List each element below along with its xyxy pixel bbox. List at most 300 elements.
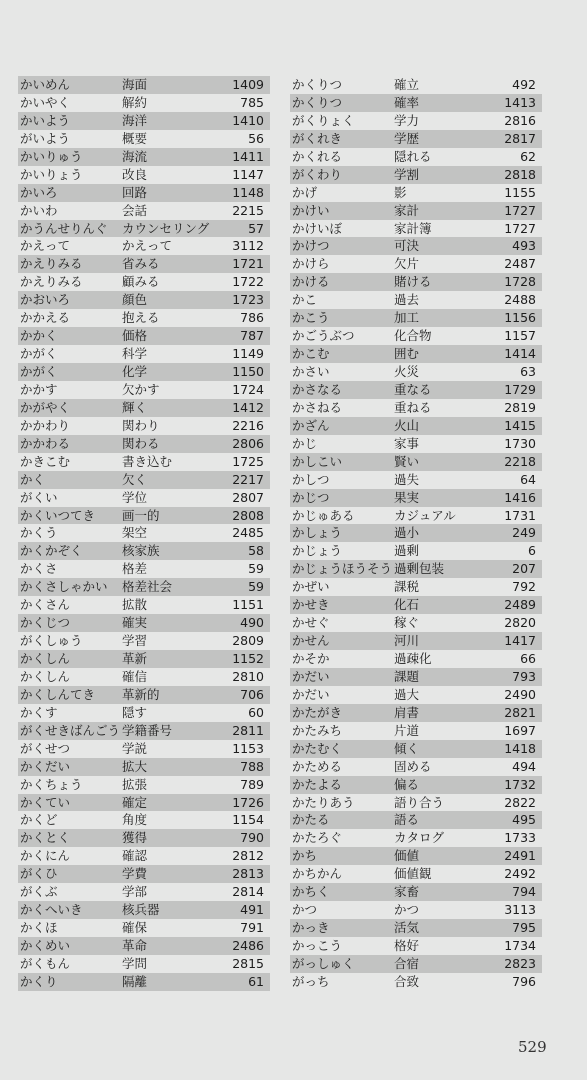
index-entry [18, 524, 270, 542]
entry-number: 2810 [232, 668, 264, 684]
entry-word: 合宿 [394, 955, 420, 971]
entry-word: 抱える [122, 310, 160, 326]
index-entry [290, 220, 542, 238]
entry-reading: かたみち [292, 722, 343, 738]
entry-word: 関わり [122, 417, 160, 433]
entry-word: 家畜 [394, 884, 420, 900]
entry-number: 2485 [232, 525, 264, 541]
entry-number: 1148 [232, 184, 264, 200]
entry-number: 249 [512, 525, 536, 541]
index-entry [290, 686, 542, 704]
entry-reading: がくもん [20, 955, 71, 971]
entry-number: 1152 [232, 651, 264, 666]
entry-reading: かけら [292, 256, 330, 272]
entry-reading: かくさしゃかい [20, 579, 108, 595]
entry-word: 海面 [122, 77, 148, 92]
entry-word: 過大 [394, 686, 420, 702]
entry-reading: かくう [20, 525, 58, 541]
entry-number: 2809 [232, 633, 264, 649]
entry-number: 2808 [232, 507, 264, 523]
entry-reading: かちかん [292, 866, 343, 882]
index-entry [290, 901, 542, 919]
index-entry [18, 811, 270, 829]
index-entry [18, 776, 270, 794]
index-entry [18, 596, 270, 614]
entry-number: 1155 [504, 184, 536, 200]
entry-number: 2807 [232, 489, 264, 505]
index-entry [18, 166, 270, 184]
entry-word: 獲得 [122, 830, 148, 846]
entry-word: 学問 [122, 955, 148, 971]
index-entry [18, 202, 270, 220]
index-entry [290, 632, 542, 650]
entry-reading: かぜい [292, 579, 330, 595]
entry-word: 確立 [394, 77, 420, 92]
entry-reading: かじ [292, 435, 318, 451]
entry-reading: かえりみる [20, 256, 83, 272]
entry-word: 革新的 [122, 686, 160, 702]
entry-word: 学位 [122, 489, 148, 505]
entry-number: 1724 [232, 381, 264, 397]
index-entry [290, 560, 542, 578]
index-entry [290, 668, 542, 686]
index-entry [290, 453, 542, 471]
entry-word: 化学 [122, 364, 148, 379]
index-entry [18, 614, 270, 632]
entry-reading: かしょう [292, 525, 343, 541]
entry-number: 1721 [232, 256, 264, 272]
entry-word: 学歴 [394, 130, 420, 146]
entry-word: 賭ける [394, 274, 432, 290]
entry-number: 62 [520, 148, 536, 164]
entry-reading: かくしん [20, 668, 71, 684]
entry-number: 791 [240, 920, 264, 936]
entry-word: かえって [122, 238, 173, 254]
entry-word: 学力 [394, 112, 420, 128]
index-entry [18, 327, 270, 345]
entry-reading: かだい [292, 668, 330, 684]
entry-number: 1413 [504, 94, 536, 110]
entry-number: 2217 [232, 471, 264, 487]
entry-word: 確実 [122, 615, 148, 631]
page-number: 529 [518, 1038, 547, 1056]
entry-number: 1723 [232, 292, 264, 308]
index-entry [290, 524, 542, 542]
entry-reading: かくいつてき [20, 507, 96, 523]
entry-number: 491 [240, 902, 264, 918]
entry-reading: かいやく [20, 94, 71, 110]
entry-number: 59 [248, 561, 264, 577]
index-entry [18, 94, 270, 112]
entry-number: 2820 [504, 615, 536, 631]
entry-number: 63 [520, 364, 536, 379]
entry-word: 欠く [122, 471, 148, 487]
index-entry [290, 578, 542, 596]
entry-word: 火災 [394, 364, 420, 379]
entry-word: 隠す [122, 704, 148, 720]
entry-word: 核兵器 [122, 902, 160, 918]
entry-word: 省みる [122, 256, 160, 272]
entry-reading: かたよる [292, 776, 343, 792]
index-entry [18, 740, 270, 758]
entry-word: 価値観 [394, 866, 432, 882]
entry-reading: かしこい [292, 453, 343, 469]
entry-word: カウンセリング [122, 220, 210, 236]
entry-word: 課題 [394, 668, 420, 684]
entry-word: 片道 [394, 722, 420, 738]
entry-word: カタログ [394, 830, 445, 846]
index-entry [290, 237, 542, 255]
entry-reading: がくせきばんごう [20, 722, 121, 738]
index-entry [18, 130, 270, 148]
entry-number: 59 [248, 579, 264, 595]
entry-reading: かくちょう [20, 776, 83, 792]
entry-number: 2489 [504, 597, 536, 613]
entry-word: 拡散 [122, 597, 148, 613]
entry-reading: かくだい [20, 758, 71, 774]
entry-number: 56 [248, 130, 264, 146]
entry-word: 合致 [394, 973, 420, 989]
entry-reading: かさねる [292, 399, 343, 415]
entry-reading: かく [20, 471, 46, 487]
entry-word: 賢い [394, 453, 420, 469]
entry-word: 囲む [394, 346, 420, 362]
entry-number: 2216 [232, 417, 264, 433]
index-entry [290, 507, 542, 525]
entry-number: 2818 [504, 166, 536, 182]
entry-reading: かける [292, 274, 330, 290]
index-entry [290, 417, 542, 435]
entry-reading: かきこむ [20, 453, 71, 469]
entry-word: 格差 [122, 561, 148, 577]
entry-word: 格差社会 [122, 579, 173, 595]
entry-number: 1417 [504, 633, 536, 649]
entry-word: 科学 [122, 346, 148, 362]
index-entry [18, 883, 270, 901]
entry-number: 2490 [504, 686, 536, 702]
entry-reading: かだい [292, 686, 330, 702]
entry-word: 過疎化 [394, 651, 432, 666]
index-entry [18, 184, 270, 202]
entry-reading: かいろ [20, 184, 58, 200]
entry-reading: かくへいき [20, 902, 83, 918]
entry-reading: かくとく [20, 830, 71, 846]
index-entry [290, 489, 542, 507]
entry-word: 学費 [122, 866, 148, 882]
index-entry [290, 255, 542, 273]
entry-number: 493 [512, 238, 536, 254]
index-entry [18, 973, 270, 991]
entry-word: 肩書 [394, 704, 420, 720]
entry-reading: かたむく [292, 740, 343, 756]
entry-reading: かくりつ [292, 94, 343, 110]
index-entry [18, 668, 270, 686]
entry-word: 学割 [394, 166, 420, 182]
entry-reading: かけい [292, 202, 330, 218]
index-entry [290, 740, 542, 758]
index-entry [18, 273, 270, 291]
entry-word: かつ [394, 902, 420, 918]
entry-reading: がっち [292, 973, 330, 989]
entry-reading: かじょう [292, 543, 343, 559]
entry-reading: かくす [20, 704, 58, 720]
entry-number: 789 [240, 776, 264, 792]
entry-word: 輝く [122, 399, 148, 415]
entry-reading: かくしんてき [20, 686, 96, 702]
entry-number: 2215 [232, 202, 264, 218]
entry-number: 2487 [504, 256, 536, 272]
entry-number: 786 [240, 310, 264, 326]
index-entry [290, 345, 542, 363]
entry-word: 家計簿 [394, 220, 432, 236]
entry-number: 1729 [504, 381, 536, 397]
entry-word: 関わる [122, 435, 160, 451]
entry-reading: かせぐ [292, 615, 330, 631]
index-entry [290, 937, 542, 955]
entry-number: 2815 [232, 955, 264, 971]
entry-number: 1410 [232, 112, 264, 128]
index-entry [290, 919, 542, 937]
entry-reading: かけいぼ [292, 220, 343, 236]
entry-number: 1725 [232, 453, 264, 469]
entry-reading: かくりつ [292, 77, 343, 92]
entry-reading: かえりみる [20, 274, 83, 290]
index-entry [18, 381, 270, 399]
entry-number: 793 [512, 668, 536, 684]
entry-word: 課税 [394, 579, 420, 595]
entry-reading: かがやく [20, 399, 71, 415]
index-entry [18, 632, 270, 650]
entry-number: 490 [240, 615, 264, 631]
entry-number: 1726 [232, 794, 264, 810]
index-entry [18, 435, 270, 453]
index-entry [18, 919, 270, 937]
entry-reading: かじゅある [292, 507, 355, 523]
entry-word: 格好 [394, 938, 420, 953]
entry-word: 偏る [394, 776, 420, 792]
index-entry [290, 184, 542, 202]
index-entry [18, 578, 270, 596]
entry-reading: かちく [292, 884, 330, 900]
entry-word: 過失 [394, 471, 420, 487]
entry-reading: かくめい [20, 938, 71, 953]
entry-word: 書き込む [122, 453, 173, 469]
entry-number: 64 [520, 471, 536, 487]
index-entry [290, 847, 542, 865]
entry-reading: かち [292, 848, 318, 864]
index-entry [18, 489, 270, 507]
entry-reading: かかわり [20, 417, 71, 433]
entry-word: 過剰包装 [394, 561, 445, 577]
index-entry [18, 148, 270, 166]
entry-reading: かっき [292, 920, 330, 936]
index-entry [290, 973, 542, 991]
entry-word: 化石 [394, 597, 420, 613]
entry-number: 1153 [232, 740, 264, 756]
entry-number: 795 [512, 920, 536, 936]
entry-number: 2806 [232, 435, 264, 451]
index-entry [18, 417, 270, 435]
entry-number: 207 [512, 561, 536, 577]
entry-reading: かこ [292, 292, 318, 308]
entry-number: 3112 [232, 238, 264, 254]
entry-number: 785 [240, 94, 264, 110]
entry-reading: かくほ [20, 920, 58, 936]
entry-reading: がくわり [292, 166, 343, 182]
entry-number: 1411 [232, 148, 264, 164]
entry-reading: かおいろ [20, 292, 71, 308]
entry-reading: がくひ [20, 866, 58, 882]
entry-word: 過剰 [394, 543, 420, 559]
entry-reading: かがく [20, 346, 58, 362]
entry-number: 1734 [504, 938, 536, 953]
index-entry [18, 865, 270, 883]
entry-word: 拡張 [122, 776, 148, 792]
entry-reading: かくれる [292, 148, 343, 164]
entry-reading: かつ [292, 902, 318, 918]
entry-number: 706 [240, 686, 264, 702]
entry-word: 革新 [122, 651, 148, 666]
entry-reading: かかえる [20, 310, 71, 326]
entry-word: 過小 [394, 525, 420, 541]
left-column [18, 76, 270, 991]
index-entry [290, 363, 542, 381]
entry-reading: かいわ [20, 202, 58, 218]
entry-word: 重なる [394, 381, 432, 397]
index-entry [18, 937, 270, 955]
entry-reading: かじょうほうそう [292, 561, 393, 577]
entry-number: 2814 [232, 884, 264, 900]
entry-reading: かごうぶつ [292, 328, 355, 344]
entry-word: 傾く [394, 740, 420, 756]
entry-number: 1697 [504, 722, 536, 738]
entry-word: 欠かす [122, 381, 160, 397]
index-entry [18, 829, 270, 847]
index-entry [290, 327, 542, 345]
entry-word: 重ねる [394, 399, 432, 415]
entry-number: 788 [240, 758, 264, 774]
entry-reading: かじつ [292, 489, 330, 505]
index-entry [18, 399, 270, 417]
entry-number: 2811 [232, 722, 264, 738]
index-entry [18, 722, 270, 740]
entry-word: 欠片 [394, 256, 420, 272]
index-entry [290, 542, 542, 560]
index-entry [18, 758, 270, 776]
index-entry [290, 112, 542, 130]
entry-number: 1147 [232, 166, 264, 182]
index-entry [18, 650, 270, 668]
index-entry [290, 309, 542, 327]
entry-number: 796 [512, 973, 536, 989]
index-entry [18, 507, 270, 525]
entry-number: 1149 [232, 346, 264, 362]
entry-reading: かいよう [20, 112, 71, 128]
index-entry [290, 650, 542, 668]
index-entry [18, 363, 270, 381]
entry-reading: かかわる [20, 435, 71, 451]
entry-word: 過去 [394, 292, 420, 308]
index-entry [290, 130, 542, 148]
entry-number: 1414 [504, 346, 536, 362]
entry-reading: かくかぞく [20, 543, 83, 559]
entry-number: 1416 [504, 489, 536, 505]
entry-reading: がくしゅう [20, 633, 83, 649]
entry-reading: かくさん [20, 597, 71, 613]
entry-word: 確保 [122, 920, 148, 936]
entry-reading: かかく [20, 328, 58, 344]
entry-reading: かっこう [292, 938, 343, 953]
entry-word: 角度 [122, 812, 148, 828]
index-entry [290, 596, 542, 614]
entry-word: 可決 [394, 238, 420, 254]
entry-number: 790 [240, 830, 264, 846]
entry-number: 2813 [232, 866, 264, 882]
entry-word: 海洋 [122, 112, 148, 128]
index-entry [290, 435, 542, 453]
entry-word: 概要 [122, 130, 148, 146]
entry-word: 固める [394, 758, 432, 774]
entry-reading: かけつ [292, 238, 330, 254]
right-column [290, 76, 542, 991]
entry-number: 3113 [504, 902, 536, 918]
index-entry [18, 453, 270, 471]
entry-reading: かたがき [292, 704, 343, 720]
entry-word: 解約 [122, 94, 148, 110]
index-entry [290, 794, 542, 812]
entry-number: 2492 [504, 866, 536, 882]
entry-word: 革命 [122, 938, 148, 953]
index-entry [290, 865, 542, 883]
entry-number: 2812 [232, 848, 264, 864]
entry-word: 学習 [122, 633, 148, 649]
entry-reading: かたりあう [292, 794, 355, 810]
entry-number: 6 [528, 543, 536, 559]
entry-number: 2218 [504, 453, 536, 469]
entry-reading: かくじつ [20, 615, 71, 631]
index-entry [290, 202, 542, 220]
entry-word: カジュアル [394, 507, 456, 523]
entry-reading: かざん [292, 417, 330, 433]
entry-number: 2488 [504, 292, 536, 308]
entry-number: 60 [248, 704, 264, 720]
entry-word: 顔色 [122, 292, 148, 308]
index-entry [18, 255, 270, 273]
entry-number: 2821 [504, 704, 536, 720]
index-entry [290, 166, 542, 184]
entry-reading: かくり [20, 973, 58, 989]
entry-reading: かこむ [292, 346, 330, 362]
entry-reading: かいめん [20, 77, 71, 92]
entry-reading: かくど [20, 812, 58, 828]
entry-reading: かうんせりんぐ [20, 220, 108, 236]
entry-reading: がっしゅく [292, 955, 355, 971]
entry-number: 1722 [232, 274, 264, 290]
index-entry [290, 955, 542, 973]
entry-number: 1150 [232, 364, 264, 379]
entry-reading: がくぶ [20, 884, 58, 900]
entry-word: 学部 [122, 884, 148, 900]
entry-number: 1732 [504, 776, 536, 792]
entry-number: 1731 [504, 507, 536, 523]
index-entry [290, 399, 542, 417]
entry-reading: かしつ [292, 471, 330, 487]
entry-reading: かくしん [20, 651, 71, 666]
entry-word: 隠れる [394, 148, 432, 164]
index-entry [18, 237, 270, 255]
entry-reading: かいりょう [20, 166, 83, 182]
entry-number: 1418 [504, 740, 536, 756]
